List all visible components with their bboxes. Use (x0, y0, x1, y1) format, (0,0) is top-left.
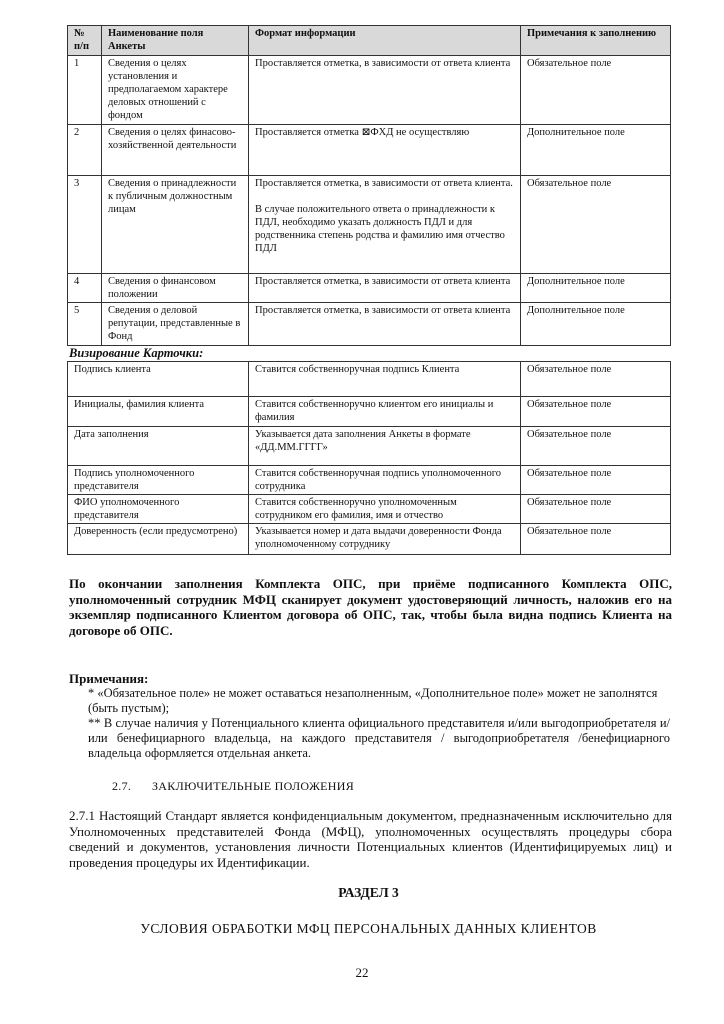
note-representatives: ** В случае наличия у Потенциального клиента официального представителя и/или выгодоприобретателя и/или бенефициарного владельца, на каждого представителя / выгодоприобретателя /бенефициарного владельца оформляется отдельная анкета. (88, 716, 670, 760)
questionnaire-fields-table (67, 25, 671, 346)
table-row (68, 56, 671, 125)
row-format: Ставится собственноручно клиентом его инициалы и фамилия (249, 397, 521, 427)
row-format-line1: Проставляется отметка, в зависимости от ответа клиента. (255, 178, 513, 189)
row-field: Подпись уполномоченного представителя (68, 466, 249, 495)
header-field-name: Наименование поля Анкеты (102, 26, 249, 56)
table-row (68, 427, 671, 466)
row-field: ФИО уполномоченного представителя (68, 495, 249, 524)
row-number: 2 (68, 125, 102, 176)
row-note: Обязательное поле (521, 524, 671, 555)
card-signing-caption: Визирование Карточки: (69, 346, 204, 360)
row-number: 4 (68, 274, 102, 303)
razdel-number: РАЗДЕЛ 3 (338, 885, 399, 900)
row-note: Дополнительное поле (521, 274, 671, 303)
row-format: Ставится собственноручная подпись уполномоченного сотрудника (249, 466, 521, 495)
table-row (68, 125, 671, 176)
table-row (68, 176, 671, 274)
row-note: Дополнительное поле (521, 303, 671, 346)
row-format: Ставится собственноручно уполномоченным сотрудником его фамилия, имя и отчество (249, 495, 521, 524)
ops-scan-paragraph: По окончании заполнения Комплекта ОПС, при приёме подписанного Комплекта ОПС, уполномоченный сотрудник МФЦ сканирует документ удостоверяющий личность, наложив его на экземпляр подписанного Клиентом договора об ОПС, так, чтобы была видна подпись Клиента на договоре об ОПС. (69, 576, 672, 638)
section-heading (112, 779, 354, 794)
table-row (68, 397, 671, 427)
row-format: Указывается номер и дата выдачи доверенности Фонда уполномоченному сотруднику (249, 524, 521, 555)
section-number: 2.7. (112, 779, 132, 793)
page-number: 22 (355, 965, 369, 980)
row-note: Обязательное поле (521, 466, 671, 495)
row-format: Ставится собственноручная подпись Клиента (249, 362, 521, 397)
row-format: Проставляется отметка, в зависимости от ответа клиента (249, 56, 521, 125)
table-row (68, 274, 671, 303)
row-field: Сведения о финансовом положении (102, 274, 249, 303)
table-row (68, 524, 671, 555)
row-field: Сведения о принадлежности к публичным должностным лицам (102, 176, 249, 274)
row-field: Сведения о деловой репутации, представленные в Фонд (102, 303, 249, 346)
table-row (68, 303, 671, 346)
notes-title: Примечания: (69, 671, 149, 686)
row-format: Проставляется отметка, в зависимости от ответа клиента (249, 303, 521, 346)
row-note: Обязательное поле (521, 56, 671, 125)
row-note: Обязательное поле (521, 495, 671, 524)
row-field: Дата заполнения (68, 427, 249, 466)
card-signing-table (67, 361, 671, 555)
row-field: Сведения о целях финасово-хозяйственной деятельности (102, 125, 249, 176)
header-notes: Примечания к заполнению (521, 26, 671, 56)
row-note: Обязательное поле (521, 427, 671, 466)
row-format: Проставляется отметка, в зависимости от ответа клиента (249, 274, 521, 303)
row-number: 3 (68, 176, 102, 274)
table-row (68, 362, 671, 397)
row-field: Инициалы, фамилия клиента (68, 397, 249, 427)
row-format: Указывается дата заполнения Анкеты в формате «ДД.ММ.ГГГГ» (249, 427, 521, 466)
table-row (68, 466, 671, 495)
row-note: Обязательное поле (521, 397, 671, 427)
row-number: 1 (68, 56, 102, 125)
row-note: Дополнительное поле (521, 125, 671, 176)
note-required-fields: * «Обязательное поле» не может оставаться незаполненным, «Дополнительное поле» может не заполнятся (быть пустым); (88, 686, 658, 715)
row-field: Подпись клиента (68, 362, 249, 397)
razdel-title: УСЛОВИЯ ОБРАБОТКИ МФЦ ПЕРСОНАЛЬНЫХ ДАННЫХ КЛИЕНТОВ (140, 921, 597, 936)
row-number: 5 (68, 303, 102, 346)
header-number: № п/п (68, 26, 102, 56)
row-note: Обязательное поле (521, 176, 671, 274)
row-field: Доверенность (если предусмотрено) (68, 524, 249, 555)
header-format: Формат информации (249, 26, 521, 56)
table-row (68, 495, 671, 524)
row-format (249, 176, 521, 274)
section-title: ЗАКЛЮЧИТЕЛЬНЫЕ ПОЛОЖЕНИЯ (152, 779, 355, 793)
row-field: Сведения о целях установления и предполагаемом характере деловых отношений с фондом (102, 56, 249, 125)
paragraph-2-7-1: 2.7.1 Настоящий Стандарт является конфиденциальным документом, предназначенным исключительно для Уполномоченных представителей Фонда (МФЦ), уполномоченных осуществлять процедуры сбора сведений и документов, установления личности Потенциальных клиентов (Идентифицируемых лиц) и проведения процедуры их Идентификации. (69, 808, 672, 870)
row-format-line2: В случае положительного ответа о принадлежности к ПДЛ, необходимо указать должность ПДЛ и для родственника степень родства и фамилию имя отчество ПДЛ (255, 204, 505, 254)
row-format: Проставляется отметка ⊠ФХД не осуществляю (249, 125, 521, 176)
row-note: Обязательное поле (521, 362, 671, 397)
